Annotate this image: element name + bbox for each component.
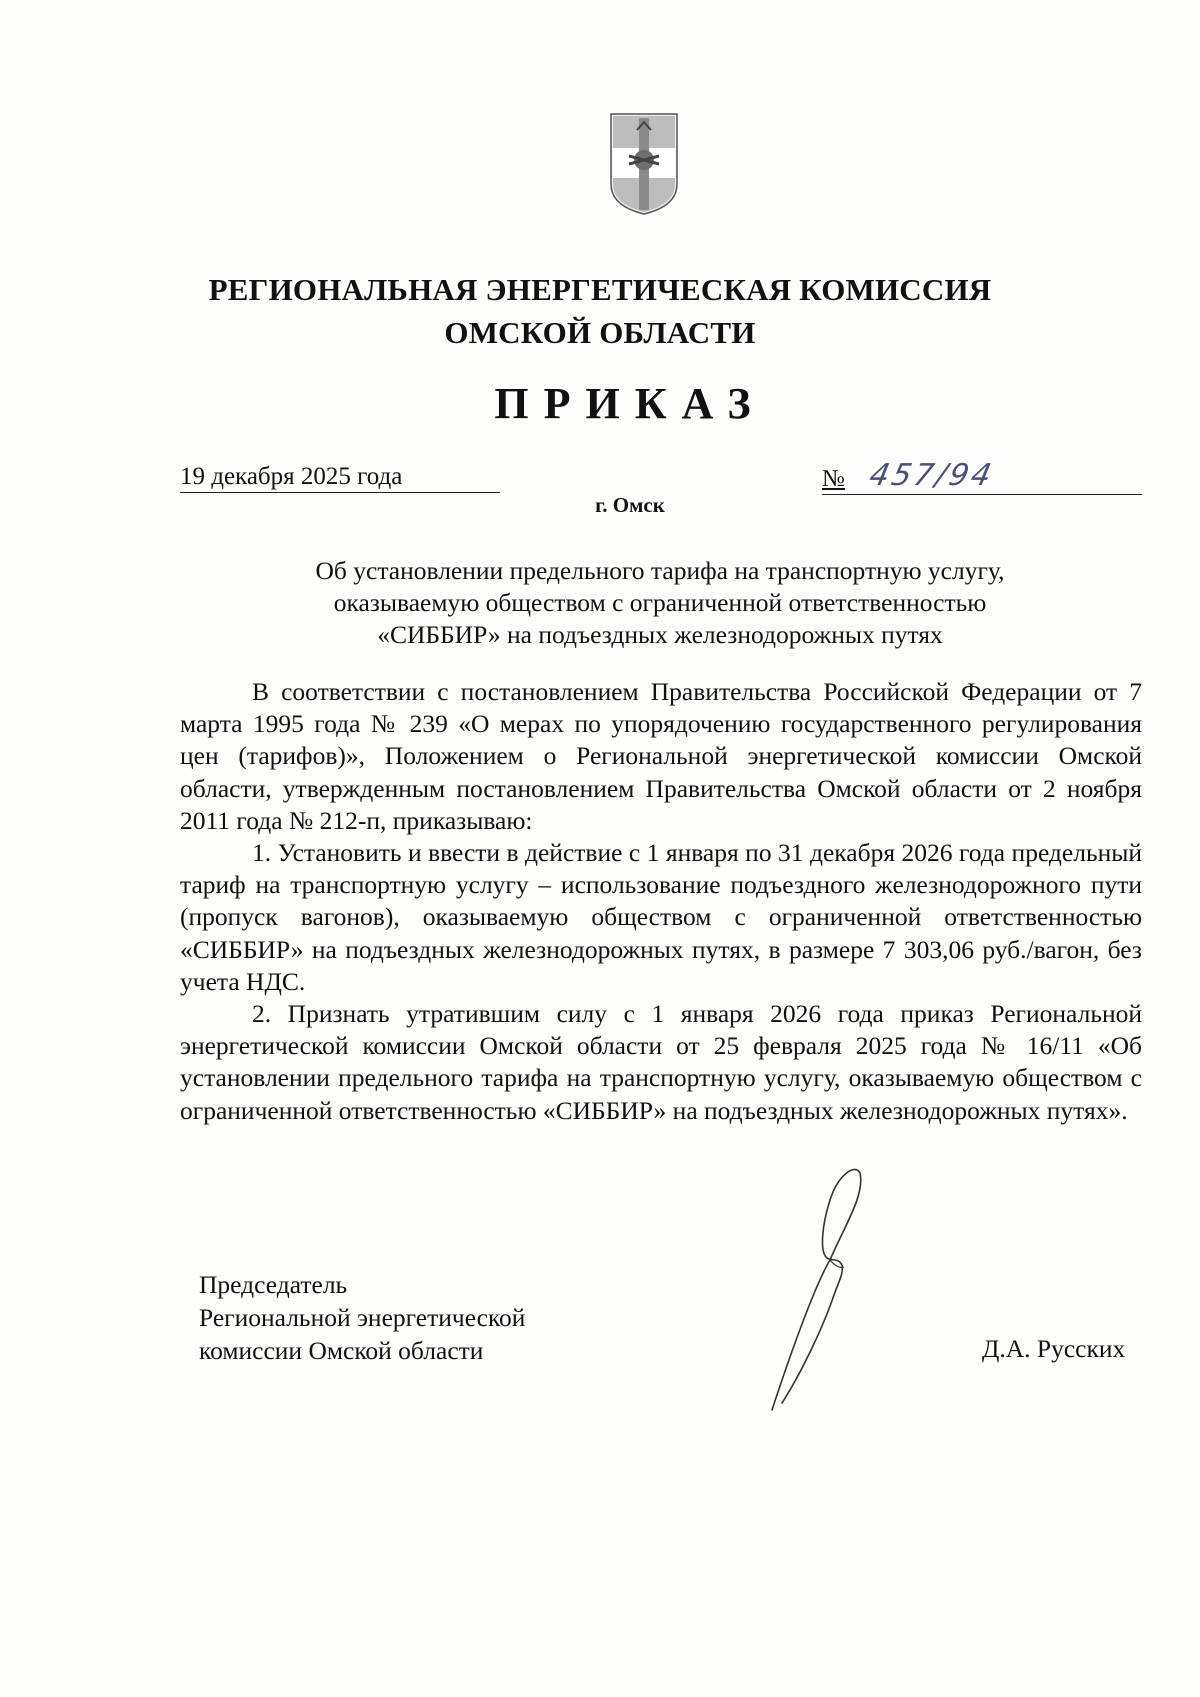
signer-position [199,1268,525,1367]
body-item-1: 1. Установить и ввести в действие с 1 января по 31 декабря 2026 года предельный тариф на транспортную услугу – использование подъездного железнодорожного пути (пропуск вагонов), оказываемую обществом с ограниченной ответственностью «СИББИР» на подъездных железнодорожных путях, в размере 7 303,06 руб./вагон, без учета НДС. [180,838,1142,996]
document-subject [180,555,1140,651]
signer-position-line2: Региональной энергетической [199,1303,526,1332]
organization-title [0,268,1200,354]
number-sign: № [822,466,845,492]
signer-position-line1: Председатель [199,1270,348,1299]
document-number-handwritten: 457/94 [866,458,998,493]
subject-line1: Об установлении предельного тарифа на транспортную услугу, [315,556,1005,585]
signer-name: Д.А. Русских [982,1334,1126,1363]
document-number-field [822,460,1142,495]
subject-line2: оказываемую обществом с ограниченной ответственностью [333,588,987,617]
handwritten-signature [760,1165,890,1415]
body-item-2: 2. Признать утратившим силу с 1 января 2026 года приказ Региональной энергетической комиссии Омской области от 25 февраля 2025 года № 16/11 «Об установлении предельного тарифа на транспортную услугу, оказываемую обществом с ограниченной ответственностью «СИББИР» на подъездных железнодорожных путях». [180,999,1142,1125]
document-body [180,676,1142,1127]
coat-of-arms-icon [609,112,679,216]
organization-title-line2: ОМСКОЙ ОБЛАСТИ [444,315,756,350]
body-preamble: В соответствии с постановлением Правительства Российской Федерации от 7 марта 1995 года № 239 «О мерах по упорядочению государственного регулирования цен (тарифов)», Положением о Региональной энергетической комиссии Омской области, утвержденным постановлением Правительства Омской области от 2 ноября 2011 года № 212-п, приказываю: [180,677,1142,835]
subject-line3: «СИББИР» на подъездных железнодорожных путях [377,620,943,649]
document-city: г. Омск [595,493,665,517]
document-type-heading: ПРИКАЗ [494,379,766,428]
document-date: 19 декабря 2025 года [180,462,500,493]
signer-position-line3: комиссии Омской области [199,1336,484,1365]
organization-title-line1: РЕГИОНАЛЬНАЯ ЭНЕРГЕТИЧЕСКАЯ КОМИССИЯ [208,272,992,307]
